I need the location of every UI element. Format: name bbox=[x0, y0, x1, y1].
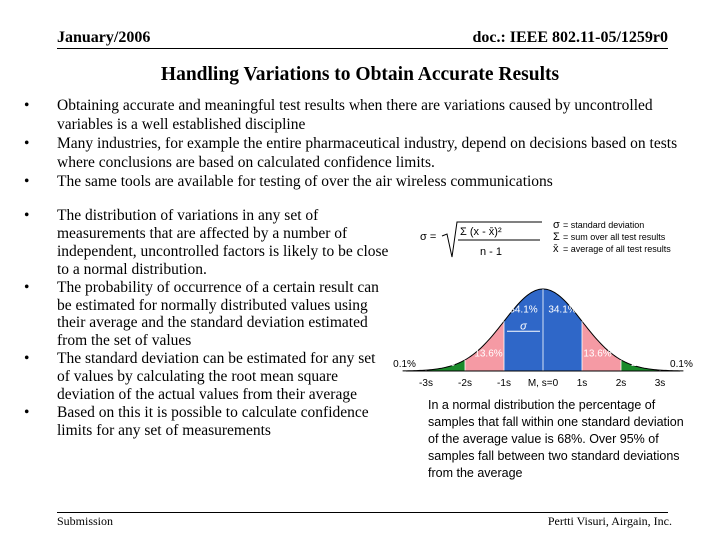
distribution-region-4 bbox=[543, 289, 582, 371]
region-percent-label: 0.1% bbox=[393, 359, 416, 371]
x-tick-label: 1s bbox=[576, 378, 588, 389]
bullet-dot-icon: • bbox=[24, 173, 30, 190]
bullet-item: • Based on this it is possible to calculate confidence limits for any set of measurements bbox=[24, 403, 369, 439]
region-percent-label: 13.6% bbox=[474, 348, 503, 360]
x-tick-label: 2s bbox=[615, 378, 627, 389]
legend-text: = average of all test results bbox=[563, 244, 671, 254]
legend-text: = standard deviation bbox=[563, 220, 645, 230]
region-percent-label: 34.1% bbox=[548, 304, 577, 316]
bullet-item: • The distribution of variations in any set of measurements that are affected by a number of independent, uncontrolled factors is likely to be close to a normal distribution. bbox=[24, 207, 389, 278]
region-percent-label: 0.1% bbox=[670, 359, 693, 371]
bullet-item: • Obtaining accurate and meaningful test results when there are variations caused by uncontrolled variables is a well established discipline bbox=[24, 97, 653, 133]
footer-rule bbox=[57, 512, 668, 513]
bullet-list-left bbox=[24, 207, 392, 440]
x-tick-label: -3s bbox=[419, 378, 433, 389]
std-dev-formula bbox=[420, 217, 685, 267]
sigma-label: σ bbox=[520, 320, 527, 333]
bullet-dot-icon: • bbox=[24, 135, 30, 152]
region-percent-label: 2.1% bbox=[631, 358, 654, 369]
bullet-dot-icon: • bbox=[24, 97, 30, 114]
region-percent-label: 2.1% bbox=[432, 358, 455, 369]
bullet-dot-icon: • bbox=[24, 403, 30, 421]
normal-distribution-chart bbox=[393, 268, 693, 393]
chart-caption: In a normal distribution the percentage of samples that fall within one standard deviation of the average value is 68%. Over 95% of samples fall between two standard deviations from the average bbox=[428, 398, 684, 480]
header-doc-id: doc.: IEEE 802.11-05/1259r0 bbox=[472, 29, 668, 46]
header-rule bbox=[57, 48, 668, 49]
formula-numerator: Σ (x - x̄)² bbox=[460, 226, 502, 238]
legend-symbol: σ bbox=[553, 219, 560, 231]
x-tick-label: 3s bbox=[654, 378, 666, 389]
legend-text: = sum over all test results bbox=[563, 232, 666, 242]
region-percent-label: 34.1% bbox=[509, 304, 538, 316]
bullet-item: • Many industries, for example the entire pharmaceutical industry, depend on decisions based on tests where conclusions are based on calculated confidence limits. bbox=[24, 135, 678, 171]
region-percent-label: 13.6% bbox=[583, 348, 612, 360]
bullet-item: • The standard deviation can be estimated for any set of values by calculating the root mean square deviation of the actual values from their average bbox=[24, 350, 376, 404]
x-tick-label: -2s bbox=[458, 378, 472, 389]
bullet-list-top bbox=[24, 96, 687, 191]
legend-symbol: Σ bbox=[553, 231, 560, 243]
header-date: January/2006 bbox=[57, 29, 151, 46]
footer-submission: Submission bbox=[57, 514, 114, 528]
formula-lhs: σ = bbox=[420, 231, 437, 243]
bullet-item: • The same tools are available for testing of over the air wireless communications bbox=[24, 173, 553, 190]
bullet-dot-icon: • bbox=[24, 207, 30, 224]
legend-symbol: x̄ bbox=[553, 243, 559, 255]
slide-title: Handling Variations to Obtain Accurate Results bbox=[160, 64, 560, 85]
bullet-item: • The probability of occurrence of a certain result can be estimated for normally distributed values using their average and the standard deviation estimated from the set of values bbox=[24, 278, 379, 350]
x-tick-label: M, s=0 bbox=[527, 378, 559, 389]
bullet-dot-icon: • bbox=[24, 350, 30, 368]
x-tick-label: -1s bbox=[497, 378, 511, 389]
formula-denominator: n - 1 bbox=[480, 246, 503, 258]
bullet-dot-icon: • bbox=[24, 278, 30, 296]
footer-author: Pertti Visuri, Airgain, Inc. bbox=[547, 514, 672, 528]
